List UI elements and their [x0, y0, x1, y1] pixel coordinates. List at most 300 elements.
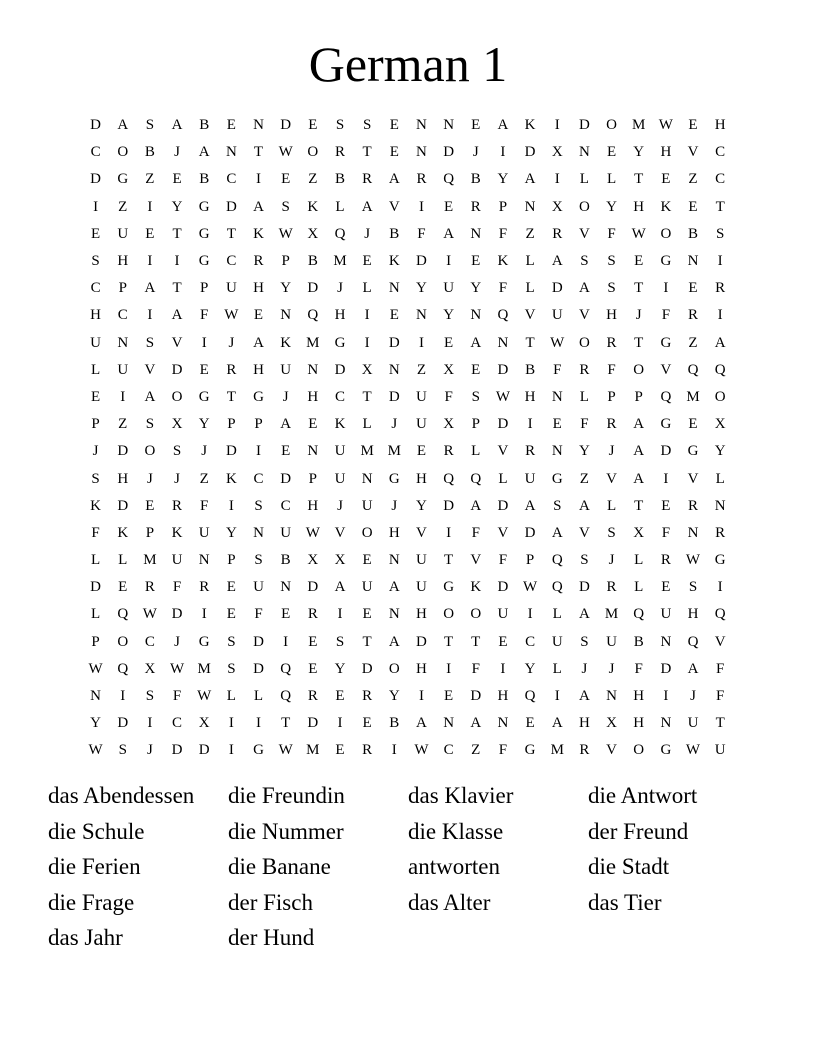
grid-letter[interactable]: P — [200, 280, 209, 297]
grid-letter[interactable]: Q — [280, 660, 292, 677]
grid-letter[interactable]: V — [497, 443, 509, 460]
grid-letter[interactable]: R — [715, 280, 726, 297]
grid-letter[interactable]: N — [687, 524, 699, 541]
grid-letter[interactable]: Q — [334, 225, 346, 242]
grid-letter[interactable]: E — [416, 443, 427, 460]
grid-letter[interactable]: J — [364, 225, 371, 242]
grid-letter[interactable]: S — [607, 253, 616, 270]
grid-letter[interactable]: G — [253, 742, 264, 759]
grid-letter[interactable]: A — [171, 307, 183, 324]
grid-letter[interactable]: T — [634, 280, 644, 297]
grid-letter[interactable]: E — [389, 117, 399, 134]
grid-letter[interactable]: X — [307, 225, 319, 242]
grid-letter[interactable]: U — [225, 280, 237, 297]
grid-letter[interactable]: S — [335, 117, 345, 134]
grid-letter[interactable]: E — [661, 497, 671, 514]
grid-letter[interactable]: B — [280, 552, 291, 569]
grid-letter[interactable]: V — [578, 307, 590, 324]
grid-letter[interactable]: B — [389, 225, 400, 242]
grid-letter[interactable]: W — [522, 579, 538, 596]
grid-letter[interactable]: H — [388, 524, 400, 541]
grid-letter[interactable]: D — [660, 443, 672, 460]
grid-letter[interactable]: J — [391, 416, 398, 433]
grid-letter[interactable]: J — [174, 144, 180, 161]
grid-letter[interactable]: U — [90, 334, 101, 351]
grid-letter[interactable]: K — [307, 198, 319, 215]
grid-letter[interactable]: V — [144, 361, 156, 378]
grid-letter[interactable]: S — [145, 117, 155, 134]
grid-letter[interactable]: P — [281, 253, 290, 270]
grid-letter[interactable]: O — [388, 660, 400, 677]
grid-letter[interactable]: U — [714, 742, 726, 759]
grid-letter[interactable]: I — [364, 334, 370, 351]
grid-letter[interactable]: N — [280, 307, 292, 324]
grid-letter[interactable]: W — [658, 117, 673, 134]
grid-letter[interactable]: A — [687, 660, 699, 677]
grid-letter[interactable]: S — [91, 470, 100, 487]
grid-letter[interactable]: I — [283, 633, 289, 650]
grid-letter[interactable]: N — [524, 198, 536, 215]
grid-letter[interactable]: J — [174, 633, 180, 650]
grid-letter[interactable]: B — [144, 144, 155, 161]
grid-letter[interactable]: Z — [199, 470, 209, 487]
grid-letter[interactable]: A — [470, 334, 482, 351]
grid-letter[interactable]: K — [470, 579, 482, 596]
grid-letter[interactable]: A — [144, 280, 156, 297]
grid-letter[interactable]: X — [606, 715, 617, 732]
grid-letter[interactable]: U — [253, 579, 264, 596]
grid-letter[interactable]: H — [334, 307, 346, 324]
grid-letter[interactable]: E — [90, 388, 101, 405]
grid-letter[interactable]: Z — [118, 198, 128, 215]
grid-letter[interactable]: X — [307, 552, 319, 569]
grid-letter[interactable]: A — [253, 198, 264, 215]
grid-letter[interactable]: I — [147, 715, 153, 732]
grid-letter[interactable]: J — [608, 660, 615, 677]
grid-letter[interactable]: L — [498, 470, 508, 487]
grid-letter[interactable]: O — [144, 443, 156, 460]
grid-letter[interactable]: J — [608, 552, 615, 569]
grid-letter[interactable]: Y — [416, 280, 427, 297]
grid-letter[interactable]: W — [550, 334, 565, 351]
grid-letter[interactable]: G — [198, 633, 210, 650]
grid-letter[interactable]: J — [92, 443, 99, 460]
grid-letter[interactable]: A — [470, 497, 482, 514]
grid-letter[interactable]: E — [335, 742, 345, 759]
grid-letter[interactable]: N — [551, 443, 563, 460]
grid-letter[interactable]: A — [578, 497, 590, 514]
grid-letter[interactable]: D — [660, 660, 672, 677]
grid-letter[interactable]: Y — [171, 198, 183, 215]
grid-letter[interactable]: B — [334, 171, 345, 188]
grid-letter[interactable]: R — [606, 416, 617, 433]
grid-letter[interactable]: G — [198, 388, 210, 405]
grid-letter[interactable]: N — [280, 579, 292, 596]
grid-letter[interactable]: D — [497, 579, 509, 596]
grid-letter[interactable]: A — [551, 524, 563, 541]
grid-letter[interactable]: Q — [280, 688, 292, 705]
grid-letter[interactable]: E — [389, 144, 399, 161]
grid-letter[interactable]: U — [524, 470, 536, 487]
grid-letter[interactable]: L — [552, 606, 562, 623]
grid-letter[interactable]: X — [198, 715, 210, 732]
grid-letter[interactable]: H — [307, 388, 319, 405]
grid-letter[interactable]: O — [606, 117, 617, 134]
grid-letter[interactable]: E — [226, 117, 236, 134]
grid-letter[interactable]: I — [418, 198, 424, 215]
grid-letter[interactable]: V — [687, 144, 699, 161]
grid-letter[interactable]: O — [578, 334, 590, 351]
grid-letter[interactable]: I — [147, 253, 153, 270]
grid-letter[interactable]: F — [498, 225, 508, 242]
grid-letter[interactable]: S — [362, 117, 372, 134]
grid-letter[interactable]: G — [443, 579, 455, 596]
grid-letter[interactable]: A — [633, 416, 645, 433]
grid-letter[interactable]: M — [387, 443, 401, 460]
grid-letter[interactable]: H — [497, 688, 509, 705]
grid-letter[interactable]: T — [226, 388, 236, 405]
grid-letter[interactable]: J — [174, 470, 180, 487]
grid-letter[interactable]: F — [634, 660, 643, 677]
grid-letter[interactable]: N — [117, 334, 129, 351]
grid-letter[interactable]: Q — [714, 606, 726, 623]
grid-letter[interactable]: R — [688, 307, 699, 324]
grid-letter[interactable]: W — [278, 742, 293, 759]
grid-letter[interactable]: O — [633, 742, 645, 759]
grid-letter[interactable]: U — [198, 524, 210, 541]
grid-letter[interactable]: F — [471, 524, 480, 541]
grid-letter[interactable]: E — [362, 606, 372, 623]
grid-letter[interactable]: P — [227, 416, 236, 433]
grid-letter[interactable]: S — [580, 552, 589, 569]
grid-letter[interactable]: Z — [471, 742, 481, 759]
grid-letter[interactable]: X — [361, 361, 373, 378]
grid-letter[interactable]: R — [660, 552, 671, 569]
grid-letter[interactable]: A — [361, 198, 373, 215]
grid-letter[interactable]: S — [227, 660, 236, 677]
grid-letter[interactable]: E — [253, 307, 264, 324]
grid-letter[interactable]: Y — [470, 280, 482, 297]
grid-letter[interactable]: N — [388, 280, 400, 297]
grid-letter[interactable]: H — [633, 688, 645, 705]
grid-letter[interactable]: X — [551, 198, 563, 215]
grid-letter[interactable]: V — [606, 742, 617, 759]
grid-letter[interactable]: I — [147, 198, 153, 215]
grid-letter[interactable]: D — [361, 660, 373, 677]
grid-letter[interactable]: K — [90, 497, 101, 514]
grid-letter[interactable]: A — [633, 470, 645, 487]
grid-letter[interactable]: A — [470, 715, 482, 732]
grid-letter[interactable]: G — [524, 742, 536, 759]
grid-letter[interactable]: A — [388, 633, 400, 650]
grid-letter[interactable]: E — [525, 715, 535, 732]
grid-letter[interactable]: C — [226, 171, 237, 188]
grid-letter[interactable]: A — [578, 606, 590, 623]
grid-letter[interactable]: M — [306, 334, 320, 351]
grid-letter[interactable]: R — [362, 742, 373, 759]
grid-letter[interactable]: E — [634, 253, 644, 270]
grid-letter[interactable]: H — [416, 470, 427, 487]
grid-letter[interactable]: N — [307, 361, 319, 378]
grid-letter[interactable]: O — [361, 524, 373, 541]
grid-letter[interactable]: R — [443, 443, 454, 460]
grid-letter[interactable]: O — [117, 633, 129, 650]
grid-letter[interactable]: Q — [633, 606, 645, 623]
grid-letter[interactable]: A — [280, 416, 292, 433]
grid-letter[interactable]: I — [554, 688, 560, 705]
grid-letter[interactable]: W — [169, 660, 185, 677]
grid-letter[interactable]: D — [443, 497, 455, 514]
grid-letter[interactable]: N — [416, 117, 427, 134]
grid-letter[interactable]: R — [688, 497, 699, 514]
grid-letter[interactable]: P — [227, 552, 236, 569]
grid-letter[interactable]: S — [716, 225, 725, 242]
grid-letter[interactable]: T — [362, 633, 372, 650]
grid-letter[interactable]: K — [524, 117, 536, 134]
grid-letter[interactable]: U — [416, 579, 427, 596]
grid-letter[interactable]: F — [553, 361, 562, 378]
grid-letter[interactable]: Z — [688, 171, 698, 188]
grid-letter[interactable]: E — [688, 280, 698, 297]
grid-letter[interactable]: I — [228, 742, 234, 759]
grid-letter[interactable]: D — [171, 606, 183, 623]
grid-letter[interactable]: N — [90, 688, 101, 705]
grid-letter[interactable]: V — [171, 334, 183, 351]
grid-letter[interactable]: I — [93, 198, 99, 215]
grid-letter[interactable]: L — [579, 388, 589, 405]
grid-letter[interactable]: I — [337, 715, 343, 732]
grid-letter[interactable]: N — [714, 497, 726, 514]
grid-letter[interactable]: D — [253, 633, 264, 650]
grid-letter[interactable]: E — [281, 606, 291, 623]
grid-letter[interactable]: H — [714, 117, 726, 134]
grid-letter[interactable]: T — [715, 198, 725, 215]
grid-letter[interactable]: H — [117, 470, 129, 487]
grid-letter[interactable]: L — [335, 198, 345, 215]
grid-letter[interactable]: D — [443, 144, 455, 161]
grid-letter[interactable]: L — [362, 416, 372, 433]
grid-letter[interactable]: S — [91, 253, 100, 270]
grid-letter[interactable]: E — [389, 307, 399, 324]
grid-letter[interactable]: P — [254, 416, 263, 433]
grid-letter[interactable]: E — [308, 660, 318, 677]
grid-letter[interactable]: L — [253, 688, 264, 705]
grid-letter[interactable]: D — [524, 524, 536, 541]
grid-letter[interactable]: A — [578, 688, 590, 705]
grid-letter[interactable]: Y — [443, 307, 455, 324]
grid-letter[interactable]: T — [172, 280, 182, 297]
grid-letter[interactable]: M — [306, 742, 320, 759]
grid-letter[interactable]: M — [143, 552, 157, 569]
grid-letter[interactable]: N — [660, 715, 672, 732]
grid-letter[interactable]: J — [608, 443, 615, 460]
grid-letter[interactable]: D — [280, 117, 292, 134]
grid-letter[interactable]: A — [416, 715, 427, 732]
grid-letter[interactable]: C — [226, 253, 237, 270]
grid-letter[interactable]: D — [578, 579, 590, 596]
grid-letter[interactable]: E — [362, 552, 372, 569]
grid-letter[interactable]: D — [551, 280, 563, 297]
grid-letter[interactable]: P — [91, 633, 100, 650]
grid-letter[interactable]: I — [663, 280, 669, 297]
grid-letter[interactable]: S — [145, 688, 155, 705]
grid-letter[interactable]: A — [253, 334, 264, 351]
grid-letter[interactable]: U — [416, 552, 427, 569]
grid-letter[interactable]: R — [172, 497, 183, 514]
grid-letter[interactable]: E — [471, 117, 481, 134]
grid-letter[interactable]: F — [661, 307, 671, 324]
grid-letter[interactable]: U — [551, 307, 563, 324]
grid-letter[interactable]: A — [198, 144, 210, 161]
grid-letter[interactable]: U — [443, 280, 455, 297]
grid-letter[interactable]: L — [525, 253, 535, 270]
grid-letter[interactable]: O — [443, 606, 455, 623]
grid-letter[interactable]: G — [198, 225, 210, 242]
grid-letter[interactable]: G — [388, 470, 400, 487]
grid-letter[interactable]: J — [337, 280, 343, 297]
grid-letter[interactable]: I — [147, 307, 153, 324]
grid-letter[interactable]: F — [471, 660, 480, 677]
grid-letter[interactable]: A — [117, 117, 129, 134]
grid-letter[interactable]: T — [444, 633, 454, 650]
grid-letter[interactable]: W — [305, 524, 320, 541]
grid-letter[interactable]: Y — [578, 443, 590, 460]
grid-letter[interactable]: H — [307, 497, 319, 514]
grid-letter[interactable]: I — [500, 660, 506, 677]
grid-letter[interactable]: V — [497, 524, 509, 541]
grid-letter[interactable]: I — [446, 253, 452, 270]
grid-letter[interactable]: D — [334, 361, 346, 378]
grid-letter[interactable]: D — [171, 742, 183, 759]
grid-letter[interactable]: D — [117, 443, 129, 460]
grid-letter[interactable]: U — [334, 443, 346, 460]
grid-letter[interactable]: A — [144, 388, 156, 405]
grid-letter[interactable]: D — [524, 144, 536, 161]
grid-letter[interactable]: X — [443, 361, 455, 378]
grid-letter[interactable]: R — [606, 334, 617, 351]
grid-letter[interactable]: O — [117, 144, 129, 161]
grid-letter[interactable]: Y — [633, 144, 645, 161]
grid-letter[interactable]: L — [226, 688, 236, 705]
grid-letter[interactable]: E — [90, 225, 101, 242]
grid-letter[interactable]: G — [117, 171, 129, 188]
grid-letter[interactable]: L — [471, 443, 481, 460]
grid-letter[interactable]: D — [90, 117, 101, 134]
grid-letter[interactable]: T — [525, 334, 535, 351]
grid-letter[interactable]: D — [225, 198, 237, 215]
grid-letter[interactable]: R — [579, 742, 590, 759]
grid-letter[interactable]: I — [717, 579, 723, 596]
grid-letter[interactable]: N — [660, 633, 672, 650]
grid-letter[interactable]: X — [714, 416, 726, 433]
grid-letter[interactable]: O — [633, 361, 645, 378]
grid-letter[interactable]: L — [118, 552, 128, 569]
grid-letter[interactable]: C — [525, 633, 536, 650]
grid-letter[interactable]: C — [280, 497, 291, 514]
grid-letter[interactable]: H — [578, 715, 590, 732]
grid-letter[interactable]: P — [471, 416, 480, 433]
grid-letter[interactable]: J — [391, 497, 398, 514]
grid-letter[interactable]: Z — [525, 225, 535, 242]
grid-letter[interactable]: E — [308, 416, 318, 433]
grid-letter[interactable]: L — [362, 280, 372, 297]
grid-letter[interactable]: V — [660, 361, 672, 378]
grid-letter[interactable]: N — [497, 715, 509, 732]
grid-letter[interactable]: O — [714, 388, 726, 405]
grid-letter[interactable]: I — [500, 144, 506, 161]
grid-letter[interactable]: B — [307, 253, 318, 270]
grid-letter[interactable]: N — [443, 715, 455, 732]
grid-letter[interactable]: S — [172, 443, 182, 460]
grid-letter[interactable]: T — [253, 144, 264, 161]
grid-letter[interactable]: K — [280, 334, 292, 351]
grid-letter[interactable]: B — [688, 225, 699, 242]
grid-letter[interactable]: D — [307, 579, 319, 596]
grid-letter[interactable]: D — [416, 253, 427, 270]
grid-letter[interactable]: R — [307, 688, 318, 705]
grid-letter[interactable]: Q — [443, 171, 455, 188]
grid-letter[interactable]: V — [687, 470, 699, 487]
grid-letter[interactable]: I — [337, 606, 343, 623]
grid-letter[interactable]: E — [444, 688, 454, 705]
grid-letter[interactable]: F — [498, 742, 508, 759]
grid-letter[interactable]: P — [91, 416, 100, 433]
grid-letter[interactable]: U — [551, 633, 563, 650]
grid-letter[interactable]: G — [198, 198, 210, 215]
grid-letter[interactable]: W — [88, 660, 103, 677]
grid-letter[interactable]: E — [281, 171, 291, 188]
grid-letter[interactable]: B — [199, 171, 210, 188]
grid-letter[interactable]: R — [334, 144, 345, 161]
grid-letter[interactable]: E — [552, 416, 562, 433]
grid-letter[interactable]: U — [361, 497, 373, 514]
grid-letter[interactable]: G — [660, 416, 672, 433]
grid-letter[interactable]: L — [90, 606, 101, 623]
grid-letter[interactable]: D — [307, 280, 319, 297]
grid-letter[interactable]: L — [90, 552, 101, 569]
grid-letter[interactable]: U — [361, 579, 373, 596]
grid-letter[interactable]: C — [117, 307, 128, 324]
grid-letter[interactable]: L — [606, 171, 617, 188]
grid-letter[interactable]: W — [495, 388, 510, 405]
grid-letter[interactable]: X — [171, 416, 183, 433]
grid-letter[interactable]: H — [253, 361, 264, 378]
grid-letter[interactable]: F — [607, 225, 616, 242]
grid-letter[interactable]: C — [90, 280, 101, 297]
grid-letter[interactable]: I — [527, 416, 533, 433]
grid-letter[interactable]: T — [634, 334, 644, 351]
grid-letter[interactable]: E — [199, 361, 209, 378]
grid-letter[interactable]: Z — [416, 361, 427, 378]
grid-letter[interactable]: N — [416, 307, 427, 324]
grid-letter[interactable]: W — [197, 688, 212, 705]
grid-letter[interactable]: P — [498, 198, 508, 215]
grid-letter[interactable]: H — [633, 198, 645, 215]
grid-letter[interactable]: S — [254, 552, 263, 569]
grid-letter[interactable]: B — [389, 715, 400, 732]
grid-letter[interactable]: F — [580, 416, 589, 433]
grid-letter[interactable]: P — [308, 470, 317, 487]
grid-letter[interactable]: E — [688, 416, 698, 433]
grid-letter[interactable]: B — [199, 117, 210, 134]
grid-letter[interactable]: C — [253, 470, 264, 487]
grid-letter[interactable]: E — [471, 253, 481, 270]
grid-letter[interactable]: F — [91, 524, 100, 541]
grid-letter[interactable]: E — [661, 579, 671, 596]
grid-letter[interactable]: D — [225, 443, 237, 460]
grid-letter[interactable]: W — [278, 144, 293, 161]
grid-letter[interactable]: Y — [198, 416, 210, 433]
